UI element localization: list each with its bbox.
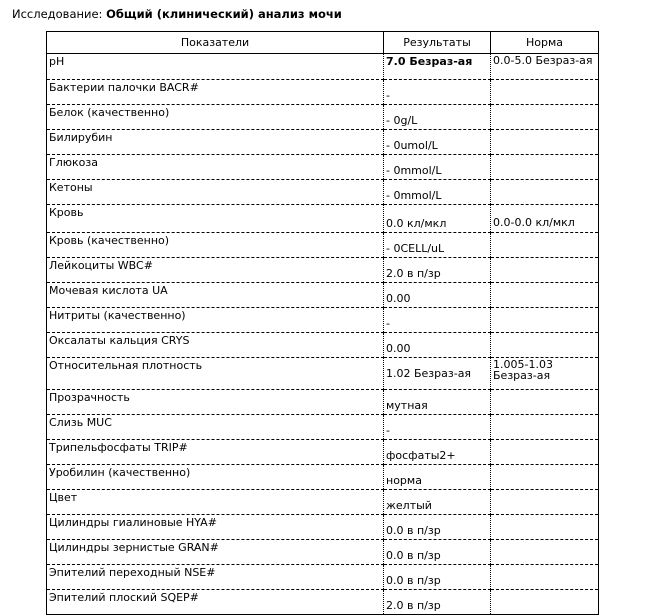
parameter-norm bbox=[491, 540, 599, 565]
parameter-norm bbox=[491, 155, 599, 180]
parameter-result: 2.0 в п/зр bbox=[384, 590, 491, 615]
table-row bbox=[47, 490, 599, 515]
parameter-name: Уробилин (качественно) bbox=[47, 465, 384, 490]
table-row bbox=[47, 390, 599, 415]
parameter-norm: 0.0-0.0 кл/мкл bbox=[491, 205, 599, 233]
table-row bbox=[47, 80, 599, 105]
parameter-result: - bbox=[384, 308, 491, 333]
parameter-name: Глюкоза bbox=[47, 155, 384, 180]
header-norm: Норма bbox=[491, 32, 599, 54]
parameter-norm bbox=[491, 180, 599, 205]
parameter-name: Трипельфосфаты TRIP# bbox=[47, 440, 384, 465]
parameter-name: Цилиндры зернистые GRAN# bbox=[47, 540, 384, 565]
parameter-name: pH bbox=[47, 54, 384, 80]
table-row bbox=[47, 540, 599, 565]
parameter-name: Оксалаты кальция CRYS bbox=[47, 333, 384, 358]
parameter-result: - 0umol/L bbox=[384, 130, 491, 155]
parameter-result: желтый bbox=[384, 490, 491, 515]
header-result: Результаты bbox=[384, 32, 491, 54]
table-row bbox=[47, 440, 599, 465]
table-row bbox=[47, 465, 599, 490]
parameter-result: 0.0 в п/зр bbox=[384, 540, 491, 565]
parameter-norm: 1.005-1.03 Безраз-ая bbox=[491, 358, 599, 390]
parameter-name: Билирубин bbox=[47, 130, 384, 155]
table-row bbox=[47, 308, 599, 333]
parameter-norm bbox=[491, 80, 599, 105]
parameter-norm bbox=[491, 465, 599, 490]
table-row bbox=[47, 155, 599, 180]
parameter-norm bbox=[491, 390, 599, 415]
table-row bbox=[47, 358, 599, 390]
parameter-norm bbox=[491, 233, 599, 258]
parameter-norm bbox=[491, 565, 599, 590]
table-row bbox=[47, 333, 599, 358]
parameter-norm bbox=[491, 283, 599, 308]
parameter-norm bbox=[491, 130, 599, 155]
parameter-name: Нитриты (качественно) bbox=[47, 308, 384, 333]
parameter-name: Кровь bbox=[47, 205, 384, 233]
header-parameter: Показатели bbox=[47, 32, 384, 54]
parameter-norm bbox=[491, 258, 599, 283]
parameter-result: норма bbox=[384, 465, 491, 490]
parameter-result: 0.0 в п/зр bbox=[384, 515, 491, 540]
parameter-norm bbox=[491, 490, 599, 515]
parameter-name: Прозрачность bbox=[47, 390, 384, 415]
results-table bbox=[46, 31, 599, 615]
table-row bbox=[47, 180, 599, 205]
table-row bbox=[47, 515, 599, 540]
table-row bbox=[47, 590, 599, 615]
parameter-norm bbox=[491, 105, 599, 130]
parameter-result: 0.0 кл/мкл bbox=[384, 205, 491, 233]
parameter-name: Эпителий плоский SQEP# bbox=[47, 590, 384, 615]
parameter-norm bbox=[491, 590, 599, 615]
parameter-result: 0.0 в п/зр bbox=[384, 565, 491, 590]
parameter-result: 7.0 Безраз-ая bbox=[384, 54, 491, 80]
parameter-result: - 0g/L bbox=[384, 105, 491, 130]
table-row bbox=[47, 205, 599, 233]
parameter-result: 2.0 в п/зр bbox=[384, 258, 491, 283]
study-label: Исследование: bbox=[12, 7, 107, 21]
parameter-name: Белок (качественно) bbox=[47, 105, 384, 130]
parameter-result: 0.00 bbox=[384, 333, 491, 358]
study-title: Общий (клинический) анализ мочи bbox=[106, 7, 342, 21]
parameter-name: Цвет bbox=[47, 490, 384, 515]
parameter-result: - 0mmol/L bbox=[384, 155, 491, 180]
parameter-name: Бактерии палочки BACR# bbox=[47, 80, 384, 105]
table-header-row bbox=[47, 32, 599, 54]
table-row bbox=[47, 54, 599, 80]
table-row bbox=[47, 565, 599, 590]
table-row bbox=[47, 130, 599, 155]
parameter-name: Эпителий переходный NSE# bbox=[47, 565, 384, 590]
parameter-norm bbox=[491, 308, 599, 333]
parameter-name: Слизь MUC bbox=[47, 415, 384, 440]
parameter-norm bbox=[491, 515, 599, 540]
parameter-result: мутная bbox=[384, 390, 491, 415]
table-row bbox=[47, 105, 599, 130]
table-row bbox=[47, 415, 599, 440]
parameter-norm bbox=[491, 415, 599, 440]
parameter-name: Цилиндры гиалиновые HYA# bbox=[47, 515, 384, 540]
parameter-name: Мочевая кислота UA bbox=[47, 283, 384, 308]
table-row bbox=[47, 283, 599, 308]
parameter-name: Кетоны bbox=[47, 180, 384, 205]
parameter-result: 1.02 Безраз-ая bbox=[384, 358, 491, 390]
parameter-norm: 0.0-5.0 Безраз-ая bbox=[491, 54, 599, 80]
study-heading bbox=[12, 7, 342, 21]
table-row bbox=[47, 233, 599, 258]
parameter-result: - bbox=[384, 80, 491, 105]
parameter-norm bbox=[491, 440, 599, 465]
parameter-result: - bbox=[384, 415, 491, 440]
parameter-name: Кровь (качественно) bbox=[47, 233, 384, 258]
parameter-name: Лейкоциты WBC# bbox=[47, 258, 384, 283]
parameter-result: 0.00 bbox=[384, 283, 491, 308]
parameter-result: фосфаты2+ bbox=[384, 440, 491, 465]
table-row bbox=[47, 258, 599, 283]
parameter-result: - 0mmol/L bbox=[384, 180, 491, 205]
parameter-norm bbox=[491, 333, 599, 358]
parameter-result: - 0CELL/uL bbox=[384, 233, 491, 258]
parameter-name: Относительная плотность bbox=[47, 358, 384, 390]
